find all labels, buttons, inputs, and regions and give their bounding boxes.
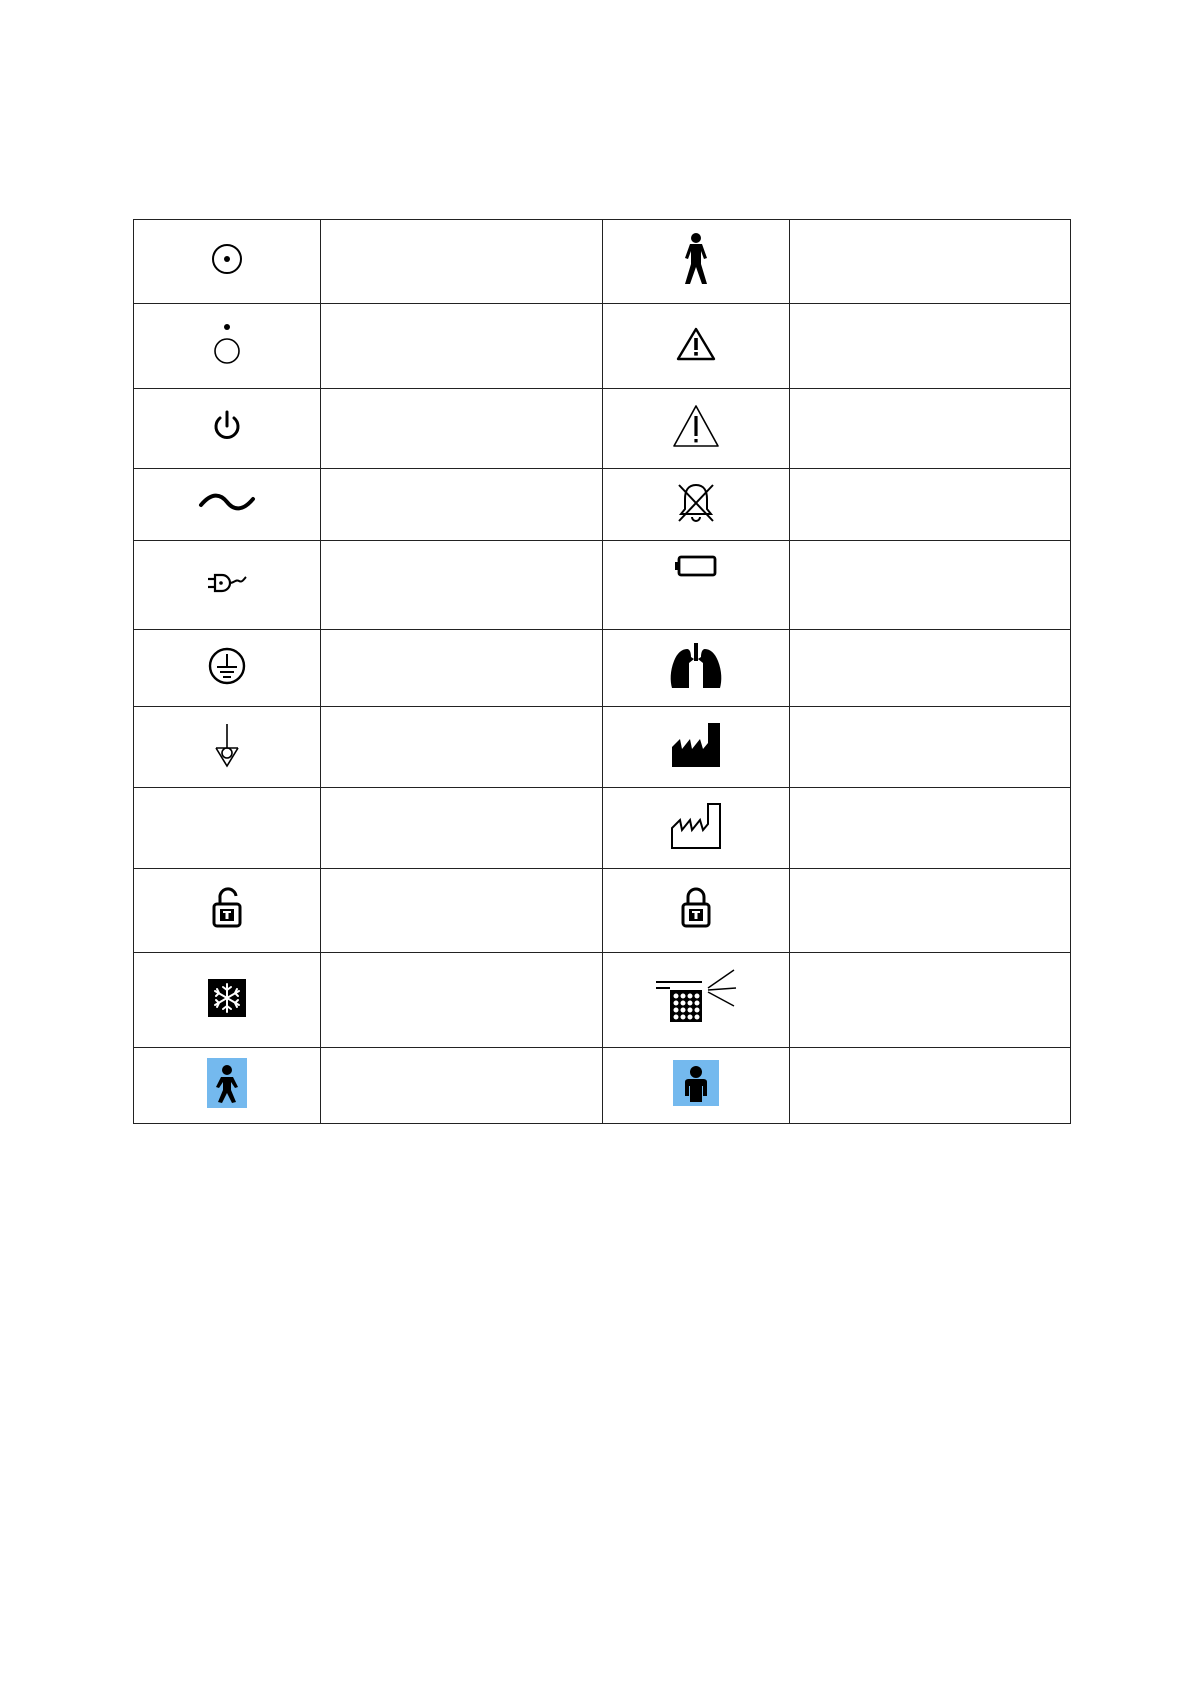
symbol-cell [603,788,790,869]
caution-warning-triangle-icon [675,326,717,362]
date-of-manufacture-icon [670,802,722,850]
symbol-cell [603,869,790,953]
description-cell [321,869,603,953]
symbol-cell [134,707,321,788]
description-cell [790,220,1071,304]
equipotentiality-icon [211,722,243,768]
warning-triangle-icon [671,403,721,449]
table-row [134,220,1071,304]
battery-icon [675,555,717,577]
pediatric-patient-icon [207,1058,247,1108]
unlocked-padlock-icon [211,886,243,930]
symbol-table [133,219,1071,1124]
description-cell [321,707,603,788]
description-cell [321,1048,603,1124]
manufacturer-factory-icon [670,721,722,769]
description-cell [790,707,1071,788]
table-row [134,1048,1071,1124]
symbol-cell [603,1048,790,1124]
table-row [134,707,1071,788]
symbol-cell [603,707,790,788]
table-row [134,788,1071,869]
symbol-cell [603,953,790,1048]
symbol-cell [603,389,790,469]
description-cell [790,389,1071,469]
table-row [134,304,1071,389]
ac-power-plug-icon [206,571,248,595]
description-cell [321,469,603,541]
symbol-cell [134,389,321,469]
description-cell [321,953,603,1048]
table-row [134,630,1071,707]
dot-above-circle-icon [211,323,243,365]
symbol-cell [603,304,790,389]
symbol-cell [134,541,321,630]
lungs-icon [668,641,724,691]
symbol-cell [134,788,321,869]
description-cell [790,469,1071,541]
standby-circle-dot-icon [207,239,247,279]
locked-padlock-icon [680,886,712,930]
type-b-applied-part-icon [676,232,716,286]
symbol-cell [603,541,790,630]
description-cell [321,220,603,304]
symbol-cell [134,869,321,953]
protective-earth-icon [207,646,247,686]
table-row [134,953,1071,1048]
description-cell [790,788,1071,869]
adult-patient-icon [673,1060,719,1106]
freeze-snowflake-icon [208,979,246,1017]
table-row [134,389,1071,469]
description-cell [790,1048,1071,1124]
symbol-cell [134,220,321,304]
description-cell [321,304,603,389]
symbol-cell [603,630,790,707]
alarm-silenced-bell-icon [673,479,719,525]
description-cell [321,389,603,469]
symbol-cell [134,469,321,541]
symbol-cell [134,953,321,1048]
table-row [134,869,1071,953]
table-row [134,541,1071,630]
description-cell [321,630,603,707]
nebulizer-spray-icon [654,968,738,1028]
description-cell [321,541,603,630]
symbol-cell [603,220,790,304]
description-cell [790,304,1071,389]
power-on-off-icon [210,409,244,443]
description-cell [790,953,1071,1048]
table-row [134,469,1071,541]
description-cell [790,630,1071,707]
symbol-cell [603,469,790,541]
symbol-cell [134,1048,321,1124]
symbol-cell [134,630,321,707]
description-cell [790,541,1071,630]
symbol-cell [134,304,321,389]
alternating-current-icon [198,491,256,513]
description-cell [321,788,603,869]
description-cell [790,869,1071,953]
